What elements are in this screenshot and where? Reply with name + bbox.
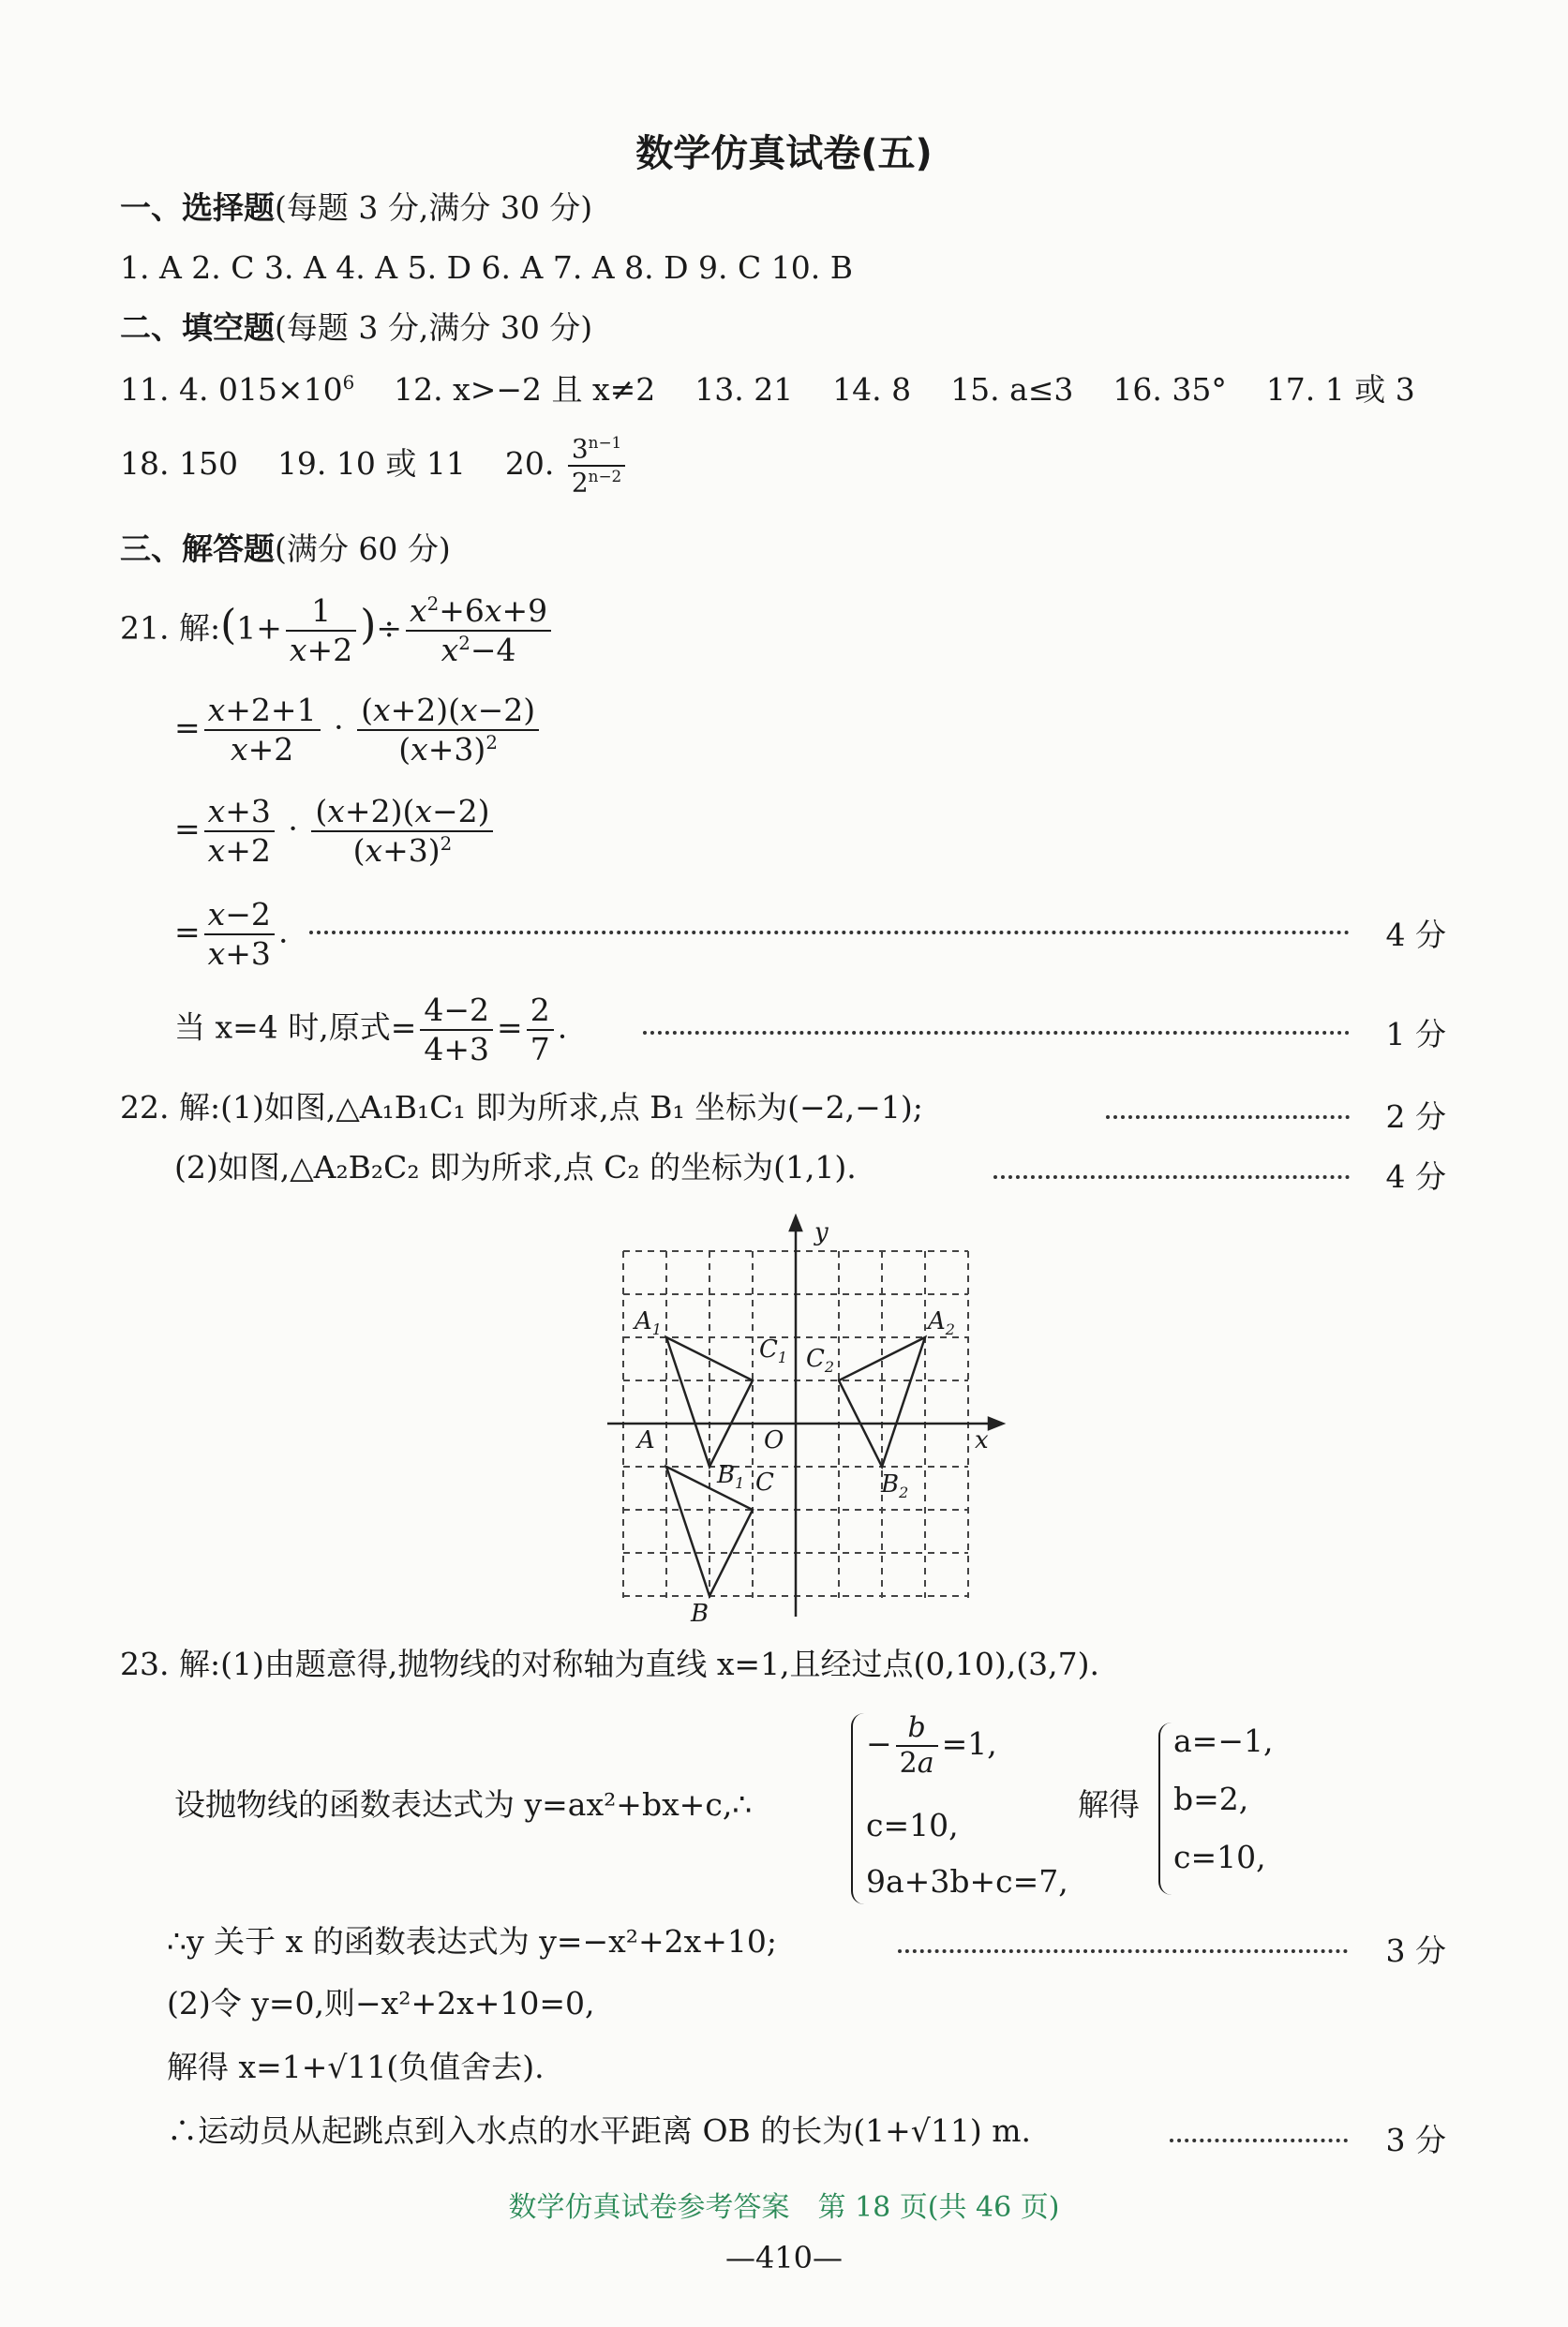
label-A2: $A_2$: [928, 1307, 955, 1338]
fill-answers-row2: [120, 433, 629, 499]
solution-a: a=−1,: [1173, 1723, 1274, 1759]
q22-part1: 22. 解:(1)如图,△A₁B₁C₁ 即为所求,点 B₁ 坐标为(−2,−1);: [120, 1089, 923, 1126]
section-title: 二、填空题: [120, 309, 275, 346]
answer-19: 19. 10 或 11: [276, 444, 466, 482]
label-A: A: [637, 1426, 655, 1454]
label-B: B: [691, 1600, 709, 1626]
q23-score-2: 3 分: [1385, 2122, 1446, 2158]
q23-result: ∴y 关于 x 的函数表达式为 y=−x²+2x+10;: [167, 1923, 778, 1960]
equation-3: 9a+3b+c=7,: [866, 1863, 1068, 1900]
equation-2: c=10,: [866, 1807, 959, 1843]
q21-score-2: 1 分: [1385, 1016, 1446, 1052]
answer-20: 20. $\frac{3^{n-1}}{2^{n-2}}$: [505, 445, 629, 482]
dotted-leader: [309, 931, 1350, 934]
section-note: (每题 3 分,满分 30 分): [275, 309, 593, 346]
section-choice-heading: [120, 189, 592, 227]
q21-step1: = $\frac{x+2+1}{x+2}$ · $\frac{(x+2)(x-2)}{(x+3)^2}$: [174, 692, 543, 768]
label-A1: $A_1$: [635, 1307, 662, 1338]
q23-score-1: 3 分: [1385, 1932, 1446, 1969]
answer-14: 14. 8: [832, 371, 912, 408]
label-C2: $C_2$: [806, 1345, 835, 1376]
y-axis-label: y: [814, 1218, 829, 1246]
label-B2: $B_2$: [881, 1470, 909, 1501]
q21-score-1: 4 分: [1385, 917, 1446, 953]
system-brace: [851, 1713, 866, 1904]
answer-18: 18. 150: [120, 444, 238, 482]
origin-label: O: [764, 1426, 784, 1454]
answer-17: 17. 1 或 3: [1265, 371, 1415, 408]
solution-c: c=10,: [1173, 1839, 1266, 1875]
label-C: C: [755, 1469, 774, 1497]
page-title: 数学仿真试卷(五): [635, 132, 933, 175]
answer-12: 12. x>−2 且 x≠2: [394, 371, 656, 408]
choice-answers: 1. A 2. C 3. A 4. A 5. D 6. A 7. A 8. D 9. C 10. B: [120, 249, 853, 286]
section-title: 三、解答题: [120, 530, 275, 567]
dotted-leader: [643, 1031, 1350, 1035]
section-title: 一、选择题: [120, 189, 275, 226]
answer-11: 11. 4. $015\times 10^6$: [120, 371, 355, 408]
dotted-leader: [993, 1175, 1350, 1179]
dotted-leader: [898, 1949, 1348, 1953]
answer-13: 13. 21: [694, 371, 794, 408]
solve-label: 解得: [1078, 1786, 1140, 1823]
answer-16: 16. 35°: [1113, 371, 1227, 408]
section-note: (满分 60 分): [275, 530, 451, 567]
dotted-leader: [1170, 2139, 1348, 2142]
label-C1: $C_1$: [759, 1335, 788, 1366]
page-number: —410—: [724, 2240, 844, 2275]
q22-score-1: 2 分: [1385, 1098, 1446, 1135]
q23-part2: (2)令 y=0,则−x²+2x+10=0,: [167, 1985, 595, 2021]
fill-answers-row1: [120, 371, 1415, 409]
q21-step2: = $\frac{x+3}{x+2}$ · $\frac{(x+2)(x-2)}{(x+3)^2}$: [174, 793, 497, 869]
x-axis-label: x: [975, 1426, 989, 1454]
solution-brace: [1158, 1723, 1173, 1895]
q23-conclusion: ∴运动员从起跳点到入水点的水平距离 OB 的长为(1+√11) m.: [167, 2112, 1031, 2149]
page-footer: 数学仿真试卷参考答案 第 18 页(共 46 页): [508, 2191, 1060, 2224]
section-fill-heading: [120, 309, 592, 347]
q22-part2: (2)如图,△A₂B₂C₂ 即为所求,点 C₂ 的坐标为(1,1).: [174, 1149, 857, 1186]
coordinate-grid-figure: [600, 1214, 1012, 1626]
q21-label: 21. 解:: [120, 609, 221, 647]
q21-evaluate: 当 x=4 时,原式= $\frac{4-2}{4+3}$ = $\frac{2}{7}$ .: [174, 992, 568, 1067]
answer-15: 15. a≤3: [950, 371, 1074, 408]
section-note: (每题 3 分,满分 30 分): [275, 189, 593, 226]
q23-part1: 23. 解:(1)由题意得,抛物线的对称轴为直线 x=1,且经过点(0,10),(3,7).: [120, 1646, 1099, 1682]
dotted-leader: [1106, 1115, 1350, 1119]
section-solve-heading: [120, 530, 451, 568]
q23-setup: 设抛物线的函数表达式为 y=ax²+bx+c,∴: [174, 1786, 753, 1823]
q22-score-2: 4 分: [1385, 1158, 1446, 1195]
solution-b: b=2,: [1173, 1781, 1249, 1817]
q21-step3: = $\frac{x-2}{x+3}$ .: [174, 896, 289, 972]
label-B1: $B_1$: [717, 1461, 745, 1492]
q21-expression: 21. 解:(1+ $\frac{1}{x+2}$ )÷ $\frac{x^2+6x+9}{x^2-4}$: [120, 592, 555, 668]
q23-part2-solve: 解得 x=1+√11(负值舍去).: [167, 2049, 545, 2085]
equation-1: − $\frac{b}{2a}$ =1,: [866, 1711, 997, 1780]
